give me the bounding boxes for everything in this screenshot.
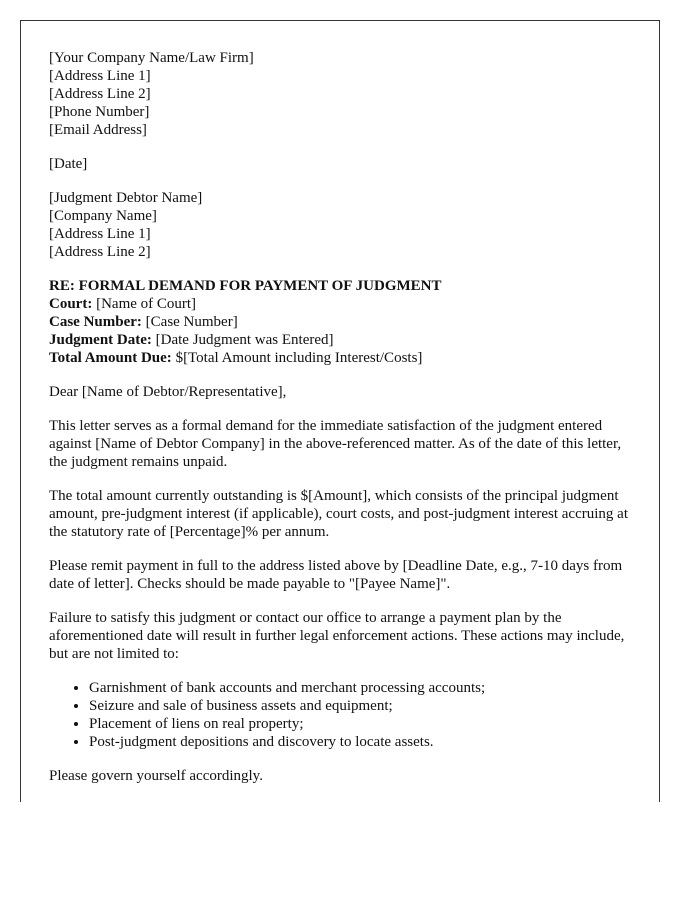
court-label: Court: (49, 296, 93, 312)
recipient-block (49, 189, 631, 261)
re-block (49, 277, 631, 367)
enforcement-actions-list (49, 679, 631, 751)
letter-date: [Date] (49, 156, 88, 172)
total-due-value: $[Total Amount including Interest/Costs] (171, 350, 423, 366)
sender-email: [Email Address] (49, 122, 147, 138)
salutation: Dear [Name of Debtor/Representative], (49, 384, 287, 400)
recipient-address-1: [Address Line 1] (49, 226, 151, 242)
paragraph: The total amount currently outstanding is $[Amount], which consists of the principal judgment amount, pre-judgment interest (if applicable), court costs, and post-judgment interest accruing at the statutory rate of [Percentage]% per annum. (49, 488, 628, 540)
paragraph: Failure to satisfy this judgment or contact our office to arrange a payment plan by the aforementioned date will result in further legal enforcement actions. These actions may include, but are not limited to: (49, 610, 625, 662)
recipient-address-2: [Address Line 2] (49, 244, 151, 260)
sender-address-2: [Address Line 2] (49, 86, 151, 102)
letter-page (20, 20, 660, 802)
case-line (49, 313, 631, 331)
total-due-label: Total Amount Due: (49, 350, 172, 366)
sender-address-1: [Address Line 1] (49, 68, 151, 84)
list-item: • Seizure and sale of business assets and equipment; (89, 697, 631, 715)
judgment-date-value: [Date Judgment was Entered] (151, 332, 334, 348)
sender-phone: [Phone Number] (49, 104, 150, 120)
recipient-company: [Company Name] (49, 208, 157, 224)
sender-name: [Your Company Name/Law Firm] (49, 50, 254, 66)
re-subject: RE: FORMAL DEMAND FOR PAYMENT OF JUDGMENT (49, 278, 442, 294)
total-due-line (49, 349, 631, 367)
court-line (49, 295, 631, 313)
paragraph: Please remit payment in full to the address listed above by [Deadline Date, e.g., 7-10 days from date of letter]. Checks should be made payable to "[Payee Name]". (49, 558, 623, 592)
judgment-date-line (49, 331, 631, 349)
closing: Please govern yourself accordingly. (49, 768, 263, 784)
case-label: Case Number: (49, 314, 142, 330)
list-item: • Placement of liens on real property; (89, 715, 631, 733)
list-item: • Post-judgment depositions and discovery to locate assets. (89, 733, 631, 751)
recipient-name: [Judgment Debtor Name] (49, 190, 203, 206)
sender-block (49, 49, 631, 139)
judgment-date-label: Judgment Date: (49, 332, 152, 348)
court-value: [Name of Court] (92, 296, 197, 312)
list-item: • Garnishment of bank accounts and merchant processing accounts; (89, 679, 631, 697)
case-value: [Case Number] (141, 314, 238, 330)
paragraph: This letter serves as a formal demand for the immediate satisfaction of the judgment entered against [Name of Debtor Company] in the above-referenced matter. As of the date of this letter, the judgment remains unpaid. (49, 418, 622, 470)
